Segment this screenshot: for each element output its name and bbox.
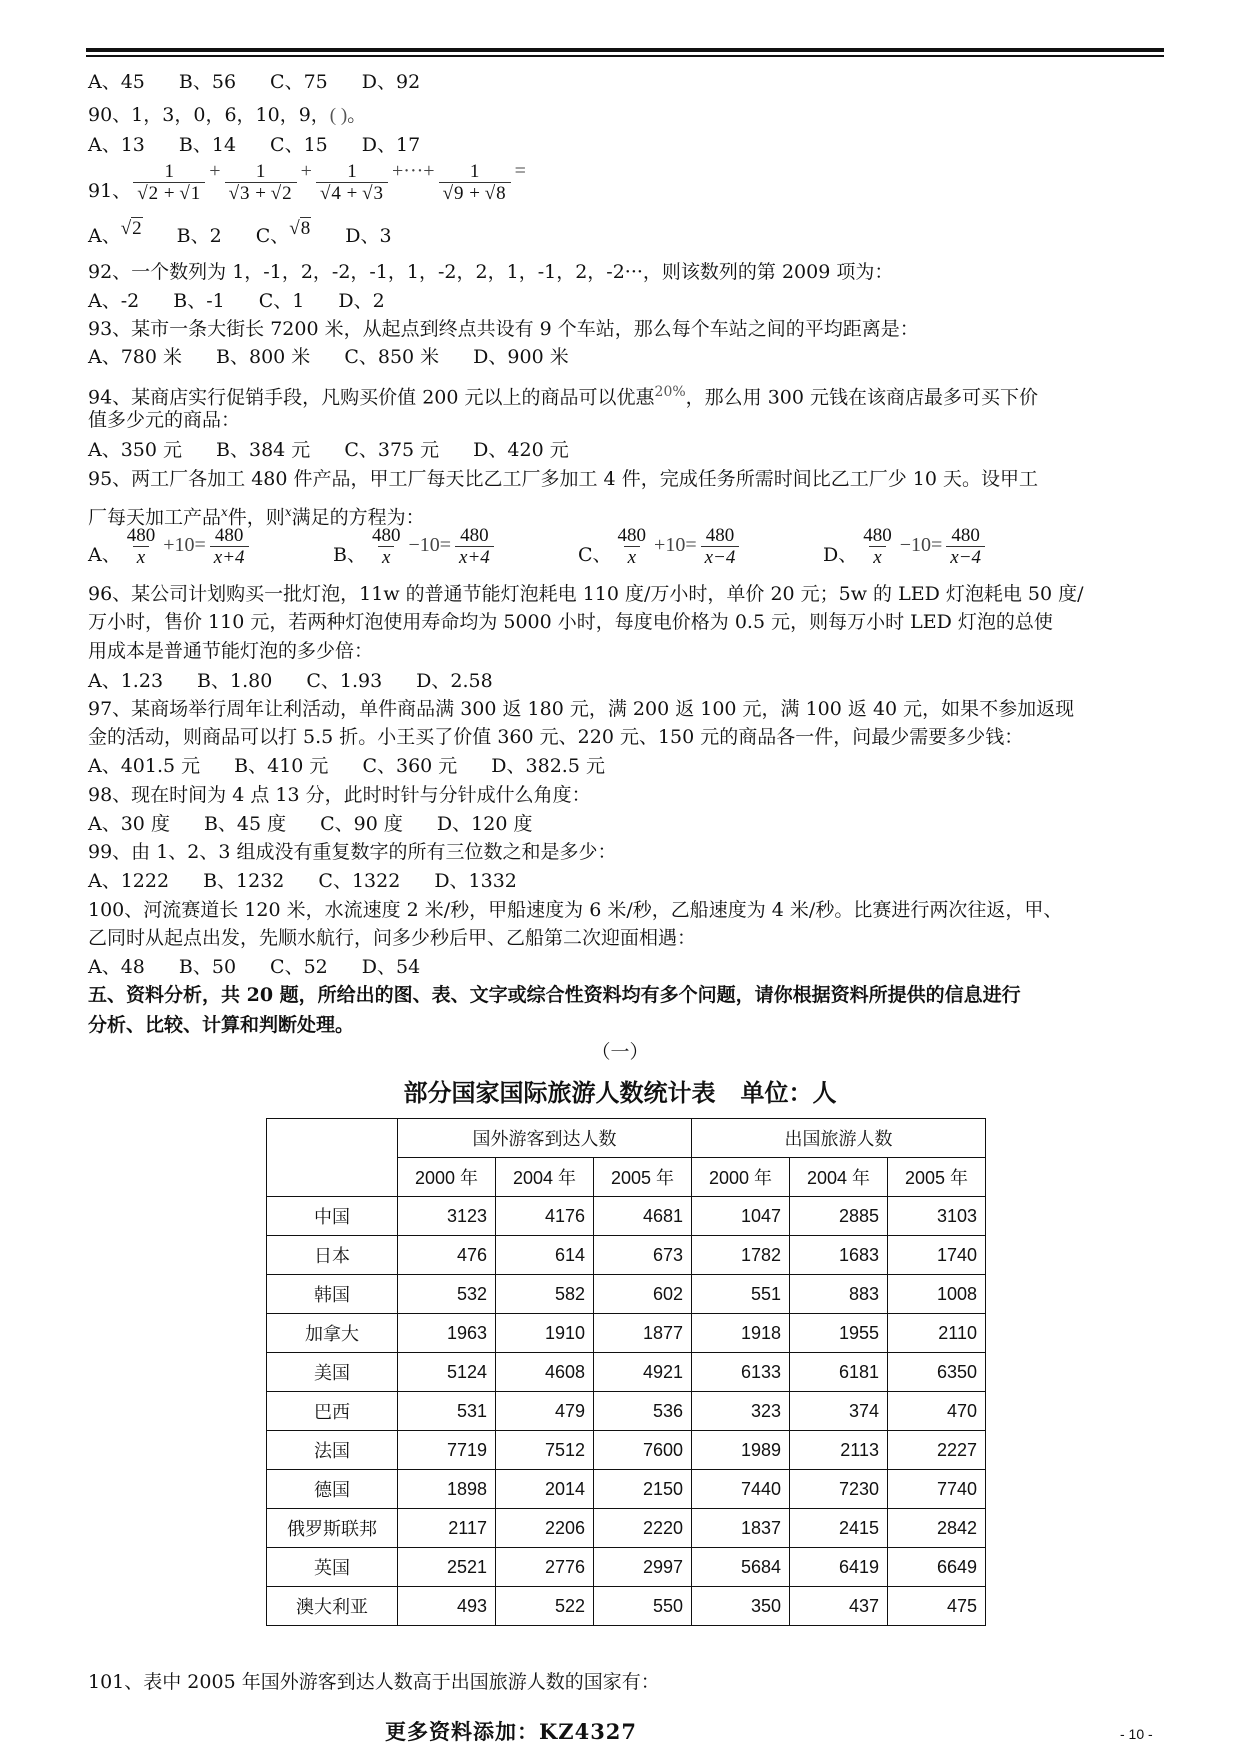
option: B、50 (178, 956, 237, 978)
option-label: A、 (88, 544, 121, 566)
option: B、800 米 (216, 346, 311, 368)
q95-options (88, 526, 1168, 569)
q90-text: 90、1，3，0，6，10，9， (88, 104, 330, 126)
value-cell: 1740 (888, 1236, 986, 1275)
q95-text: 厂每天加工产品 (88, 506, 222, 529)
numerator: 1 (469, 161, 480, 182)
q99-stem: 99、由 1、2、3 组成没有重复数字的所有三位数之和是多少： (88, 841, 617, 863)
denominator: x (378, 546, 394, 569)
radicand: 4 (331, 183, 341, 204)
option-b: B、2 (176, 225, 222, 247)
value-cell: 531 (398, 1392, 496, 1431)
radicand: 3 (240, 183, 250, 204)
country-cell: 英国 (267, 1548, 398, 1587)
option-label: C、 (255, 225, 290, 247)
q99-options (88, 869, 551, 893)
value-cell: 4921 (594, 1353, 692, 1392)
table-row (267, 1587, 986, 1626)
option-label: D、 (823, 544, 858, 566)
q96-line: 96、某公司计划购买一批灯泡，11w 的普通节能灯泡耗电 110 度/万小时，单价 20 元；5w 的 LED 灯泡耗电 50 度/ (88, 583, 1084, 605)
option: D、382.5 元 (491, 755, 605, 777)
value-cell: 532 (398, 1275, 496, 1314)
value-cell: 522 (496, 1587, 594, 1626)
option (88, 526, 333, 569)
fraction (859, 526, 896, 569)
value-cell: 2521 (398, 1548, 496, 1587)
denominator: √2 + √1 (133, 182, 205, 205)
denominator: x (869, 546, 885, 569)
value-cell: 7719 (398, 1431, 496, 1470)
option: A、-2 (88, 290, 140, 312)
q100-line: 乙同时从起点出发，先顺水航行，问多少秒后甲、乙船第二次迎面相遇： (88, 927, 697, 949)
year-header: 2000 年 (692, 1158, 790, 1197)
table-row (267, 1314, 986, 1353)
value-cell: 1910 (496, 1314, 594, 1353)
value-cell: 2997 (594, 1548, 692, 1587)
value-cell: 6181 (790, 1353, 888, 1392)
country-cell: 中国 (267, 1197, 398, 1236)
page-number: - 10 - (1120, 1726, 1153, 1742)
section-heading: 五、资料分析，共 20 题，所给出的图、表、文字或综合性资料均有多个问题，请你根据资料所提供的信息进行 (88, 984, 1021, 1006)
country-cell: 加拿大 (267, 1314, 398, 1353)
value-cell: 5684 (692, 1548, 790, 1587)
operator: −10= (899, 534, 943, 556)
value-cell: 2885 (790, 1197, 888, 1236)
option: A、45 (88, 71, 145, 93)
table-row (267, 1275, 986, 1314)
corner-cell (267, 1119, 398, 1197)
q95-text: 件，则 (227, 506, 285, 529)
value-cell: 536 (594, 1392, 692, 1431)
table-row (267, 1353, 986, 1392)
numerator: 480 (863, 525, 892, 546)
q94-text: 94、某商店实行促销手段，凡购买价值 200 元以上的商品可以优惠 (88, 386, 655, 409)
radicand: 8 (300, 218, 311, 239)
q90-end: 。 (347, 104, 367, 126)
radicand: 9 (454, 183, 464, 204)
value-cell: 6133 (692, 1353, 790, 1392)
plus: + (300, 160, 312, 182)
denominator: x (624, 546, 640, 569)
value-cell: 470 (888, 1392, 986, 1431)
table-row (267, 1236, 986, 1275)
value-cell: 883 (790, 1275, 888, 1314)
option: D、900 米 (473, 346, 569, 368)
header-rule-thin (86, 55, 1164, 57)
q95-text: 满足的方程为： (291, 506, 425, 529)
radicand: 8 (496, 183, 506, 204)
value-cell: 6419 (790, 1548, 888, 1587)
footer-promo: 更多资料添加：KZ4327 (385, 1719, 638, 1744)
option: B、384 元 (216, 439, 311, 461)
value-cell: 1963 (398, 1314, 496, 1353)
equals: = (514, 160, 526, 182)
operator: +10= (163, 534, 206, 556)
option: D、92 (361, 71, 421, 93)
fraction (225, 162, 297, 205)
fraction (946, 526, 985, 569)
answer-blank: ( ) (329, 105, 348, 126)
value-cell: 673 (594, 1236, 692, 1275)
q100-line: 100、河流赛道长 120 米，水流速度 2 米/秒，甲船速度为 6 米/秒，乙船速度为 4 米/秒。比赛进行两次往返，甲、 (88, 899, 1063, 921)
option: B、1.80 (197, 670, 273, 692)
value-cell: 2110 (888, 1314, 986, 1353)
variable: x (284, 505, 292, 519)
option: D、120 度 (436, 813, 533, 835)
value-cell: 5124 (398, 1353, 496, 1392)
year-header: 2005 年 (888, 1158, 986, 1197)
value-cell: 2227 (888, 1431, 986, 1470)
option-c: C、√8 (255, 218, 311, 247)
option: A、350 元 (88, 439, 183, 461)
q90-options (88, 133, 454, 157)
numerator: 480 (951, 525, 980, 546)
value-cell: 2113 (790, 1431, 888, 1470)
option: A、780 米 (88, 346, 183, 368)
numerator: 480 (617, 525, 647, 546)
value-cell: 582 (496, 1275, 594, 1314)
country-cell: 德国 (267, 1470, 398, 1509)
q96-options (88, 669, 527, 693)
option: C、360 元 (362, 755, 458, 777)
country-cell: 韩国 (267, 1275, 398, 1314)
q95-stem: 95、两工厂各加工 480 件产品，甲工厂每天比乙工厂多加工 4 件，完成任务所需时间比乙工厂少 10 天。设甲工 (88, 468, 1038, 490)
value-cell: 6350 (888, 1353, 986, 1392)
percent: 20% (654, 384, 686, 400)
option: C、375 元 (344, 439, 440, 461)
denominator: x+4 (455, 546, 494, 569)
option: C、850 米 (344, 346, 440, 368)
option: C、1 (258, 290, 305, 312)
option: C、1322 (318, 870, 401, 892)
value-cell: 4608 (496, 1353, 594, 1392)
table-row (267, 1431, 986, 1470)
q89-options (88, 70, 454, 94)
fraction (614, 526, 651, 569)
value-cell: 614 (496, 1236, 594, 1275)
option: D、2 (338, 290, 385, 312)
table-row (267, 1392, 986, 1431)
option (578, 526, 823, 569)
option: A、1222 (88, 870, 170, 892)
q97-line: 97、某商场举行周年让利活动，单件商品满 300 返 180 元，满 200 返 100 元，满 100 返 40 元，如果不参加返现 (88, 698, 1075, 720)
fraction (316, 162, 388, 205)
value-cell: 1837 (692, 1509, 790, 1548)
option: D、2.58 (416, 670, 493, 692)
denominator: x−4 (946, 546, 985, 569)
numerator: 480 (214, 525, 244, 546)
option: C、90 度 (320, 813, 403, 835)
q91-label: 91、 (88, 180, 132, 202)
year-header: 2004 年 (790, 1158, 888, 1197)
country-cell: 澳大利亚 (267, 1587, 398, 1626)
option (333, 526, 578, 569)
year-header: 2000 年 (398, 1158, 496, 1197)
value-cell: 2415 (790, 1509, 888, 1548)
q94-text: ，那么用 300 元钱在该商店最多可买下价 (685, 386, 1039, 409)
value-cell: 2206 (496, 1509, 594, 1548)
value-cell: 7512 (496, 1431, 594, 1470)
fraction (210, 526, 249, 569)
part-label: （一） (591, 1041, 649, 1063)
option: B、56 (178, 71, 237, 93)
value-cell: 475 (888, 1587, 986, 1626)
denominator: √3 + √2 (225, 182, 297, 205)
option: A、30 度 (88, 813, 170, 835)
value-cell: 1877 (594, 1314, 692, 1353)
value-cell: 6649 (888, 1548, 986, 1587)
option: B、45 度 (203, 813, 287, 835)
table-header-row (267, 1119, 986, 1158)
option: A、1.23 (88, 670, 164, 692)
value-cell: 1047 (692, 1197, 790, 1236)
value-cell: 350 (692, 1587, 790, 1626)
section-heading-cont: 分析、比较、计算和判断处理。 (88, 1014, 355, 1036)
option: C、1.93 (306, 670, 383, 692)
value-cell: 1782 (692, 1236, 790, 1275)
year-header: 2004 年 (496, 1158, 594, 1197)
q100-options (88, 955, 454, 979)
country-cell: 美国 (267, 1353, 398, 1392)
q98-options (88, 812, 566, 836)
value-cell: 476 (398, 1236, 496, 1275)
value-cell: 437 (790, 1587, 888, 1626)
value-cell: 4176 (496, 1197, 594, 1236)
ellipsis: +···+ (392, 160, 435, 182)
value-cell: 2150 (594, 1470, 692, 1509)
denominator: √9 + √8 (439, 182, 511, 205)
option: A、401.5 元 (88, 755, 201, 777)
variable: x (221, 505, 228, 519)
value-cell: 2842 (888, 1509, 986, 1548)
numerator: 1 (255, 161, 266, 182)
q92-stem: 92、一个数列为 1，-1，2，-2，-1，1，-2，2，1，-1，2，-2···，则该数列的第 2009 项为： (88, 261, 894, 283)
fraction (123, 526, 160, 569)
operator: −10= (408, 534, 452, 556)
value-cell: 3103 (888, 1197, 986, 1236)
radicand: 3 (373, 183, 384, 204)
value-cell: 7440 (692, 1470, 790, 1509)
option: B、14 (178, 134, 237, 156)
value-cell: 1955 (790, 1314, 888, 1353)
value-cell: 2117 (398, 1509, 496, 1548)
q92-options (88, 289, 419, 313)
value-cell: 551 (692, 1275, 790, 1314)
numerator: 1 (164, 161, 174, 182)
value-cell: 1898 (398, 1470, 496, 1509)
radicand: 1 (190, 183, 201, 204)
q98-stem: 98、现在时间为 4 点 13 分，此时时针与分针成什么角度： (88, 784, 591, 806)
table-row (267, 1197, 986, 1236)
value-cell: 1008 (888, 1275, 986, 1314)
option: C、15 (270, 134, 328, 156)
table-title: 部分国家国际旅游人数统计表 单位：人 (403, 1078, 837, 1107)
q96-line: 用成本是普通节能灯泡的多少倍： (88, 640, 374, 662)
value-cell: 2014 (496, 1470, 594, 1509)
fraction (368, 526, 405, 569)
option-a: A、√2 (88, 218, 142, 247)
q93-options (88, 345, 603, 369)
year-header: 2005 年 (594, 1158, 692, 1197)
q97-options (88, 754, 639, 778)
value-cell: 7740 (888, 1470, 986, 1509)
q97-line: 金的活动，则商品可以打 5.5 折。小王买了价值 360 元、220 元、150 元的商品各一件，问最少需要多少钱： (88, 726, 1024, 748)
country-cell: 巴西 (267, 1392, 398, 1431)
option-d: D、3 (345, 225, 392, 247)
q101-stem: 101、表中 2005 年国外游客到达人数高于出国旅游人数的国家有： (88, 1671, 660, 1693)
radicand: 2 (148, 183, 159, 204)
option (823, 526, 1068, 569)
value-cell: 323 (692, 1392, 790, 1431)
table-row (267, 1548, 986, 1587)
option: B、-1 (173, 290, 225, 312)
denominator: x−4 (701, 546, 740, 569)
table-row (267, 1509, 986, 1548)
option: B、410 元 (234, 755, 329, 777)
option-label: C、 (578, 544, 612, 566)
q91-stem (88, 160, 528, 205)
numerator: 480 (126, 525, 156, 546)
numerator: 480 (371, 525, 401, 546)
numerator: 480 (705, 525, 735, 546)
option: C、52 (270, 956, 328, 978)
value-cell: 1989 (692, 1431, 790, 1470)
value-cell: 1918 (692, 1314, 790, 1353)
value-cell: 493 (398, 1587, 496, 1626)
group-header: 出国旅游人数 (692, 1119, 986, 1158)
value-cell: 2220 (594, 1509, 692, 1548)
option: D、1332 (434, 870, 517, 892)
q93-stem: 93、某市一条大街长 7200 米，从起点到终点共设有 9 个车站，那么每个车站之间的平均距离是： (88, 318, 919, 340)
country-cell: 俄罗斯联邦 (267, 1509, 398, 1548)
numerator: 480 (460, 525, 489, 546)
radicand: 2 (282, 183, 292, 204)
option: C、75 (270, 71, 328, 93)
fraction (439, 162, 511, 205)
option: D、54 (361, 956, 421, 978)
value-cell: 550 (594, 1587, 692, 1626)
q94-options (88, 438, 603, 462)
country-cell: 法国 (267, 1431, 398, 1470)
q96-line: 万小时，售价 110 元，若两种灯泡使用寿命均为 5000 小时，每度电价格为 0.5 元，则每万小时 LED 灯泡的总使 (88, 611, 1053, 633)
option: A、48 (88, 956, 145, 978)
value-cell: 3123 (398, 1197, 496, 1236)
option: B、1232 (203, 870, 285, 892)
fraction (701, 526, 740, 569)
value-cell: 374 (790, 1392, 888, 1431)
plus: + (209, 160, 221, 182)
value-cell: 7600 (594, 1431, 692, 1470)
tourism-table (266, 1118, 986, 1626)
country-cell: 日本 (267, 1236, 398, 1275)
option-label: A、 (88, 225, 121, 247)
option: D、420 元 (473, 439, 569, 461)
q94-stem (88, 380, 1038, 409)
fraction (455, 526, 494, 569)
value-cell: 2776 (496, 1548, 594, 1587)
fraction (133, 162, 205, 205)
header-rule (86, 48, 1164, 52)
option: D、17 (361, 134, 421, 156)
option: A、13 (88, 134, 145, 156)
denominator: √4 + √3 (316, 182, 388, 205)
q91-options (88, 218, 426, 249)
q94-stem-cont: 值多少元的商品： (88, 409, 241, 431)
value-cell: 1683 (790, 1236, 888, 1275)
value-cell: 4681 (594, 1197, 692, 1236)
group-header: 国外游客到达人数 (398, 1119, 692, 1158)
denominator: x (133, 546, 149, 569)
operator: +10= (654, 534, 697, 556)
q90-stem (88, 103, 366, 128)
table-row (267, 1470, 986, 1509)
denominator: x+4 (210, 546, 249, 569)
radicand: 2 (132, 218, 142, 239)
value-cell: 602 (594, 1275, 692, 1314)
option-label: B、 (333, 544, 366, 566)
value-cell: 479 (496, 1392, 594, 1431)
value-cell: 7230 (790, 1470, 888, 1509)
numerator: 1 (347, 161, 357, 182)
